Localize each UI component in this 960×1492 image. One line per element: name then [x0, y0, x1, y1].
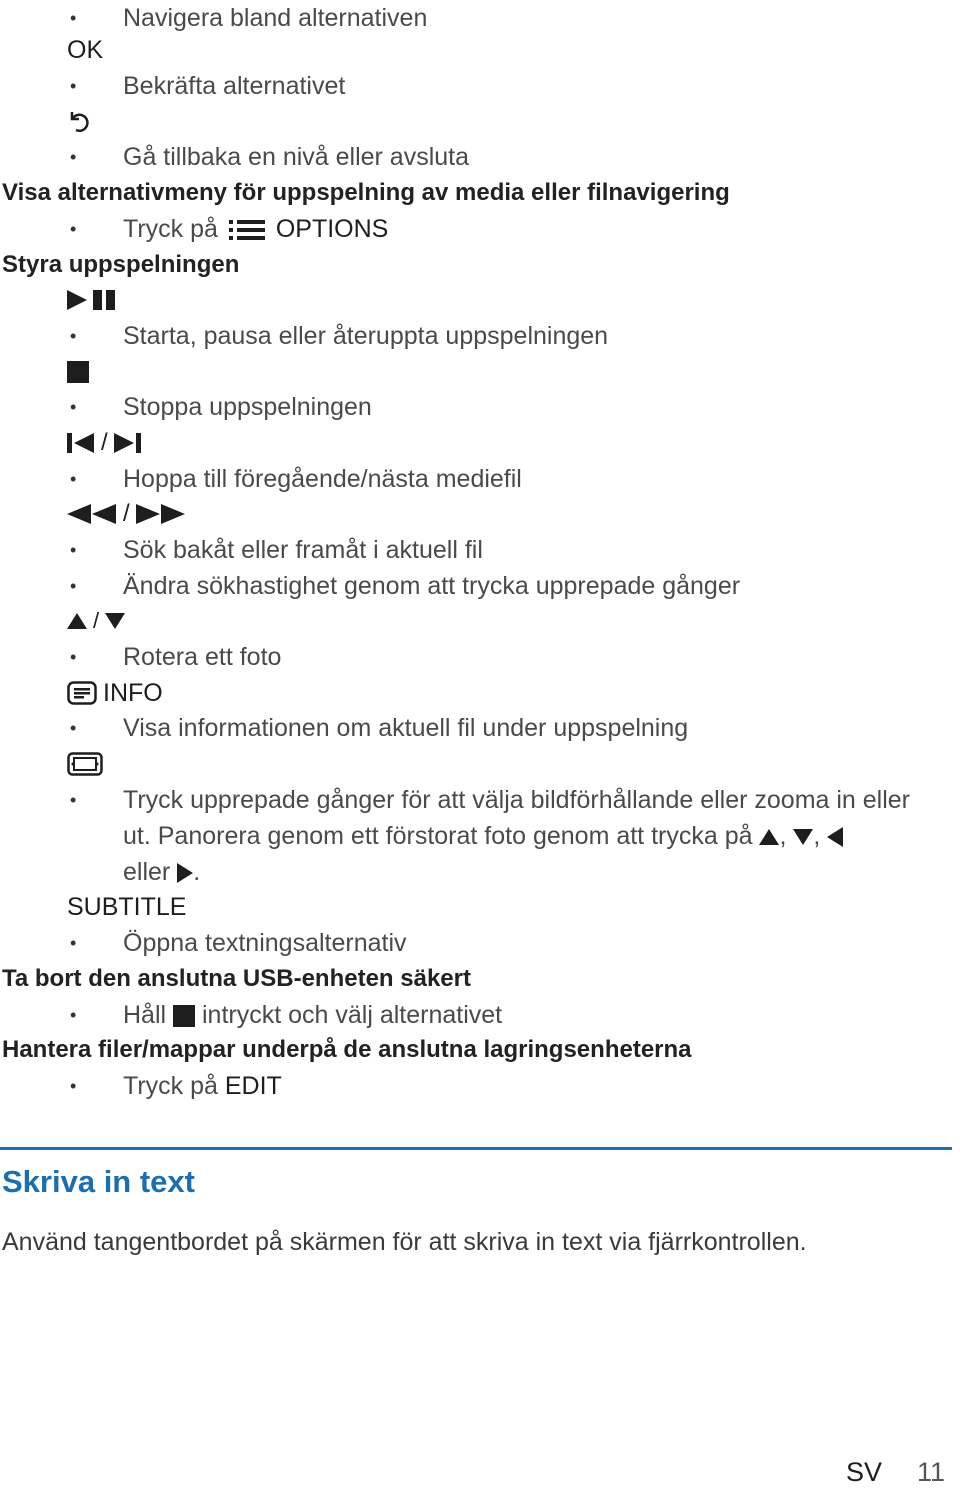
format-text-3-row: [123, 854, 200, 890]
format-text-3: eller: [123, 858, 171, 886]
back-text: Gå tillbaka en nivå eller avsluta: [123, 143, 470, 171]
usb-hint-row: [123, 997, 502, 1033]
bullet-dot: •: [70, 76, 77, 96]
bullet-dot: •: [70, 718, 77, 738]
footer-language: SV: [846, 1457, 883, 1487]
stop-text: Stoppa uppspelningen: [123, 393, 372, 421]
bullet-dot: •: [70, 469, 77, 489]
bullet-dot: •: [70, 1005, 77, 1025]
picture-format-icon: [67, 746, 103, 782]
options-heading: Visa alternativmeny för uppspelning av media eller filnavigering: [2, 179, 730, 206]
subtitle-text: Öppna textningsalternativ: [123, 929, 407, 957]
format-comma-1: ,: [779, 822, 787, 850]
section-title: Skriva in text: [2, 1164, 195, 1199]
play-pause-icon: [67, 282, 119, 318]
subtitle-label: SUBTITLE: [67, 893, 187, 921]
format-text-2: ut. Panorera genom ett förstorat foto genom att trycka på: [123, 822, 753, 850]
footer-page-number: 11: [917, 1457, 946, 1487]
skip-text: Hoppa till föregående/nästa mediefil: [123, 465, 522, 493]
info-label: INFO: [103, 679, 163, 707]
skip-separator: /: [101, 429, 108, 456]
pan-down-icon: [793, 829, 813, 845]
format-period: .: [193, 858, 201, 886]
seek-speed-text: Ändra sökhastighet genom att trycka upprepade gånger: [123, 572, 741, 600]
bullet-dot: •: [70, 326, 77, 346]
bullet-dot: •: [70, 1076, 77, 1096]
options-list-icon: [229, 217, 267, 243]
bullet-dot: •: [70, 933, 77, 953]
control-heading: Styra uppspelningen: [2, 251, 240, 278]
options-press-row: [123, 211, 388, 247]
bullet-dot: •: [70, 790, 77, 810]
down-arrow-icon: [105, 613, 125, 629]
edit-label: EDIT: [224, 1072, 282, 1100]
seek-text: Sök bakåt eller framåt i aktuell fil: [123, 536, 483, 564]
rotate-keys: [67, 603, 125, 639]
options-label: OPTIONS: [275, 215, 389, 243]
rotate-separator: /: [93, 608, 100, 633]
format-text-2-row: [123, 818, 843, 854]
manage-press: Tryck på: [123, 1072, 218, 1100]
bullet-dot: •: [70, 647, 77, 667]
pan-left-icon: [827, 827, 843, 847]
bullet-dot: •: [70, 576, 77, 596]
seek-keys: [67, 496, 186, 532]
bullet-dot: •: [70, 8, 77, 28]
pan-right-icon: [177, 863, 193, 883]
usb-hint-a: Håll: [123, 1001, 167, 1029]
usb-hint-b: intryckt och välj alternativet: [201, 1001, 503, 1029]
stop-icon: [67, 354, 89, 390]
stop-inline-icon: [173, 1005, 195, 1027]
rotate-text: Rotera ett foto: [123, 643, 282, 671]
up-arrow-icon: [67, 613, 87, 629]
previous-icon: [67, 432, 95, 454]
info-key: [67, 675, 163, 711]
format-comma-2: ,: [813, 822, 821, 850]
bullet-dot: •: [70, 219, 77, 239]
section-body: Använd tangentbordet på skärmen för att skriva in text via fjärrkontrollen.: [2, 1228, 807, 1256]
seek-separator: /: [123, 500, 130, 527]
pan-up-icon: [759, 829, 779, 845]
manage-heading: Hantera filer/mappar underpå de anslutna lagringsenheterna: [2, 1036, 692, 1063]
confirm-text: Bekräfta alternativet: [123, 72, 346, 100]
info-text: Visa informationen om aktuell fil under uppspelning: [123, 714, 689, 742]
bullet-dot: •: [70, 147, 77, 167]
fast-forward-icon: [136, 503, 186, 525]
navigate-text: Navigera bland alternativen: [123, 4, 428, 32]
ok-key-label: OK: [67, 36, 104, 64]
bullet-dot: •: [70, 540, 77, 560]
bullet-dot: •: [70, 397, 77, 417]
options-press-text: Tryck på: [123, 215, 218, 243]
format-text-1: Tryck upprepade gånger för att välja bildförhållande eller zooma in eller: [123, 786, 911, 814]
rewind-icon: [67, 503, 117, 525]
play-text: Starta, pausa eller återuppta uppspelningen: [123, 322, 609, 350]
next-icon: [114, 432, 142, 454]
manage-row: [123, 1068, 282, 1104]
section-divider: [0, 1147, 952, 1150]
back-icon: [67, 103, 91, 139]
info-icon: [67, 681, 97, 705]
usb-heading: Ta bort den anslutna USB-enheten säkert: [2, 965, 471, 992]
skip-keys: [67, 425, 142, 461]
